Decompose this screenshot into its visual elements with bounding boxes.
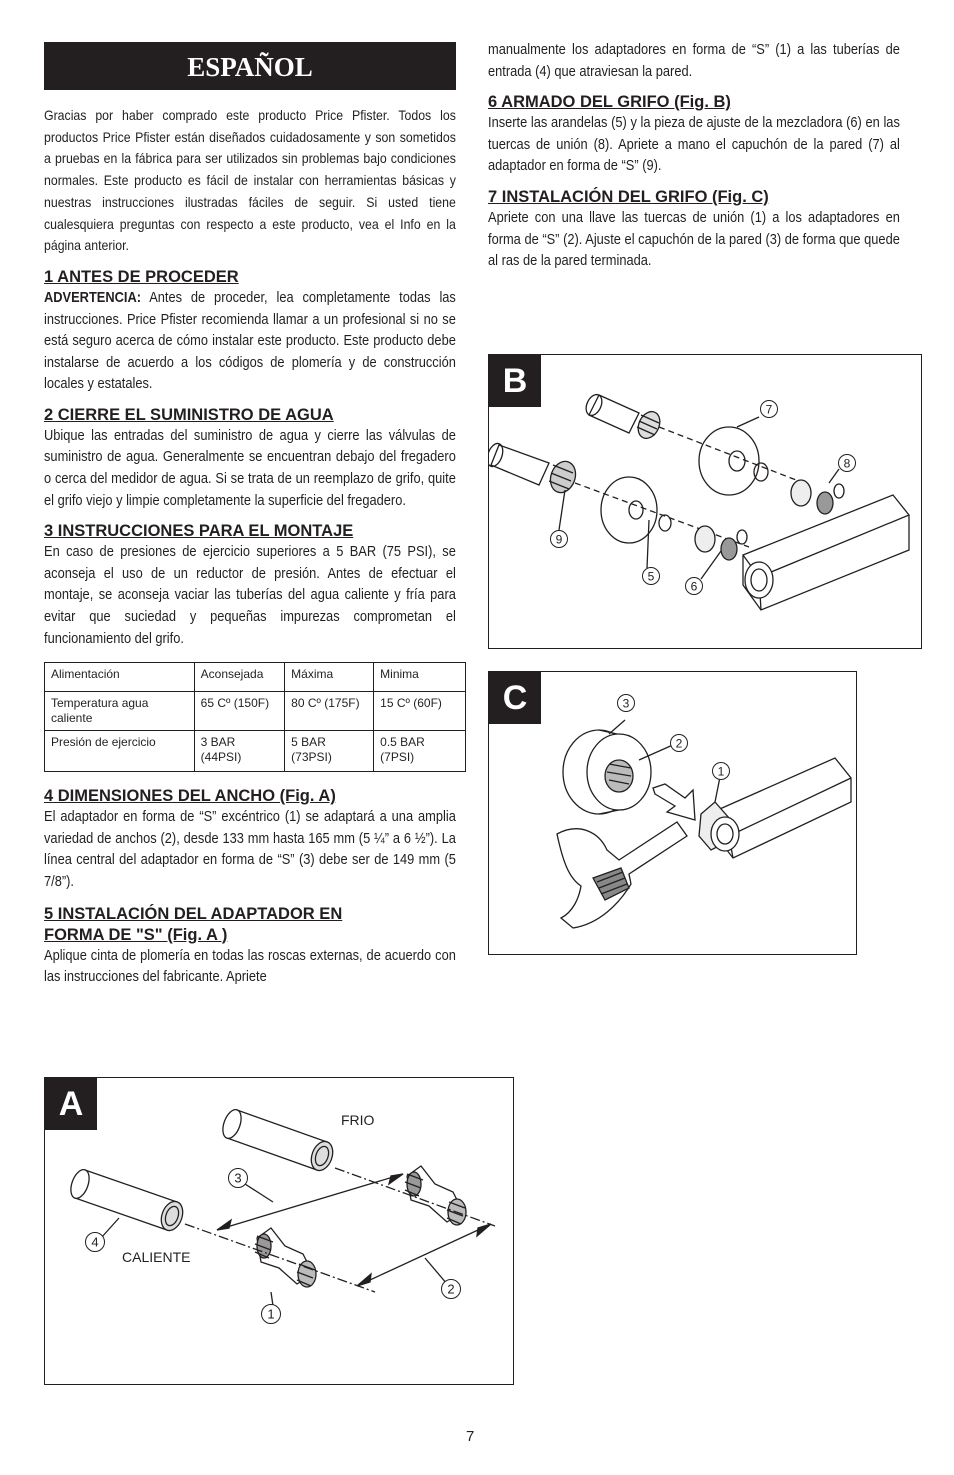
callout-2: 2: [675, 736, 683, 751]
callout-5: 5: [647, 569, 655, 584]
callout-9: 9: [555, 532, 563, 547]
label-frio: FRIO: [341, 1112, 375, 1128]
warning-text: Antes de proceder, lea completamente todas las instrucciones. Price Pfister recomienda llamar a un profesional si no se está seguro acerca de cómo instalar este producto. Este producto debe instalarse de acuerdo a los códigos de plomería y de construcción locales y estatales.: [44, 289, 456, 393]
figure-a-label: A: [45, 1078, 97, 1130]
intro-paragraph: Gracias por haber comprado este producto Price Pfister. Todos los productos Price Pfister están diseñados cuidadosamente y son sometidos a pruebas en la fábrica para ser utilizados sin problemas bajo condiciones normales. Este producto es fácil de instalar con herramientas básicas y nuestras instrucciones ilustradas fáciles de seguir. Si usted tiene cualesquiera preguntas con respecto a este producto, vea el Info en la página anterior.: [44, 107, 456, 254]
heading-instrucciones-montaje: 3 INSTRUCCIONES PARA EL MONTAJE: [44, 522, 354, 541]
callout-6: 6: [690, 579, 698, 594]
s-adapter-upper: [405, 1166, 466, 1225]
callout-3: 3: [234, 1170, 242, 1186]
page-number: 7: [466, 1428, 475, 1445]
table-row: [45, 692, 466, 731]
figure-c-illustration: [489, 672, 856, 954]
paragraph-armado-grifo: Inserte las arandelas (5) y la pieza de ajuste de la mezcladora (6) en las tuercas de unión (8). Apriete a mano el capuchón de la pared (7) al adaptador en forma de “S” (9).: [488, 115, 900, 175]
table-cell: Presión de ejercicio: [45, 731, 195, 772]
heading-cierre-suministro: 2 CIERRE EL SUMINISTRO DE AGUA: [44, 405, 334, 424]
callout-3: 3: [622, 696, 630, 711]
callout-4: 4: [91, 1234, 99, 1250]
table-header-cell: Alimentación: [45, 663, 195, 692]
paragraph-instalacion-adaptador-cont: manualmente los adaptadores en forma de “S” (1) a las tuberías de entrada (4) que atraviesan la pared.: [488, 42, 900, 80]
s-adapter-lower: [255, 1228, 316, 1287]
warning-label: ADVERTENCIA:: [44, 289, 142, 306]
heading-instalacion-adaptador: [44, 904, 456, 946]
callout-8: 8: [843, 456, 851, 471]
figure-a: [44, 1077, 514, 1385]
paragraph-antes-de-proceder: [44, 288, 456, 396]
table-cell: 15 Cº (60F): [374, 692, 466, 731]
table-header-cell: Aconsejada: [194, 663, 285, 692]
table-cell: 0.5 BAR (7PSI): [374, 731, 466, 772]
figure-b-illustration: [489, 355, 921, 648]
heading-line-2: FORMA DE "S" (Fig. A ): [44, 925, 228, 944]
paragraph-dimensiones-ancho: El adaptador en forma de “S” excéntrico (1) se adaptará a una amplia variedad de anchos (2), desde 133 mm hasta 165 mm (5 ¼” a 6 ½”). La línea central del adaptador en forma de “S” (3) debe ser de 149 mm (5 7/8”).: [44, 809, 456, 891]
heading-dimensiones-ancho: 4 DIMENSIONES DEL ANCHO (Fig. A): [44, 787, 336, 806]
callout-1: 1: [267, 1306, 275, 1322]
figure-b-label: B: [489, 355, 541, 407]
paragraph-instalacion-adaptador: Aplique cinta de plomería en todas las roscas externas, de acuerdo con las instrucciones del fabricante. Apriete: [44, 947, 456, 986]
paragraph-cierre-suministro: Ubique las entradas del suministro de agua y cierre las válvulas de suministro de agua. Generalmente se encuentran debajo del fregadero o cerca del medidor de agua. Si se trata de un reemplazo de grifo, quite el grifo viejo y limpie completamente la superficie del fregadero.: [44, 427, 456, 509]
section-title: ESPAÑOL: [44, 42, 456, 90]
figure-c-label: C: [489, 672, 541, 724]
callout-2: 2: [447, 1281, 455, 1297]
paragraph-instalacion-grifo: Apriete con una llave las tuercas de unión (1) a los adaptadores en forma de “S” (2). Ajuste el capuchón de la pared (3) de forma que quede al ras de la pared terminada.: [488, 209, 900, 270]
heading-armado-grifo: 6 ARMADO DEL GRIFO (Fig. B): [488, 93, 731, 112]
figure-a-illustration: [45, 1078, 513, 1384]
callout-1: 1: [717, 764, 725, 779]
figure-c: [488, 671, 857, 955]
table-cell: 3 BAR (44PSI): [194, 731, 285, 772]
table-row: [45, 731, 466, 772]
table-cell: 5 BAR (73PSI): [285, 731, 374, 772]
left-column: [44, 42, 456, 989]
table-cell: 65 Cº (150F): [194, 692, 285, 731]
table-header-cell: Minima: [374, 663, 466, 692]
paragraph-instrucciones-montaje: En caso de presiones de ejercicio superiores a 5 BAR (75 PSI), se aconseja el uso de un reductor de presión. Antes de efectuar el montaje, se aconseja vaciar las tuberías del agua caliente y fría para evitar que suciedad y pequeñas impurezas comprometan el funcionamiento del grifo.: [44, 544, 456, 647]
table-cell: 80 Cº (175F): [285, 692, 374, 731]
heading-antes-de-proceder: 1 ANTES DE PROCEDER: [44, 267, 239, 286]
label-caliente: CALIENTE: [122, 1249, 191, 1265]
spec-table: [44, 662, 466, 772]
table-header-row: [45, 663, 466, 692]
callout-7: 7: [765, 402, 773, 417]
heading-instalacion-grifo: 7 INSTALACIÓN DEL GRIFO (Fig. C): [488, 187, 769, 206]
figure-b: [488, 354, 922, 649]
right-column: [488, 40, 900, 273]
table-header-cell: Máxima: [285, 663, 374, 692]
table-cell: Temperatura agua caliente: [45, 692, 195, 731]
heading-line-1: 5 INSTALACIÓN DEL ADAPTADOR EN: [44, 904, 343, 923]
